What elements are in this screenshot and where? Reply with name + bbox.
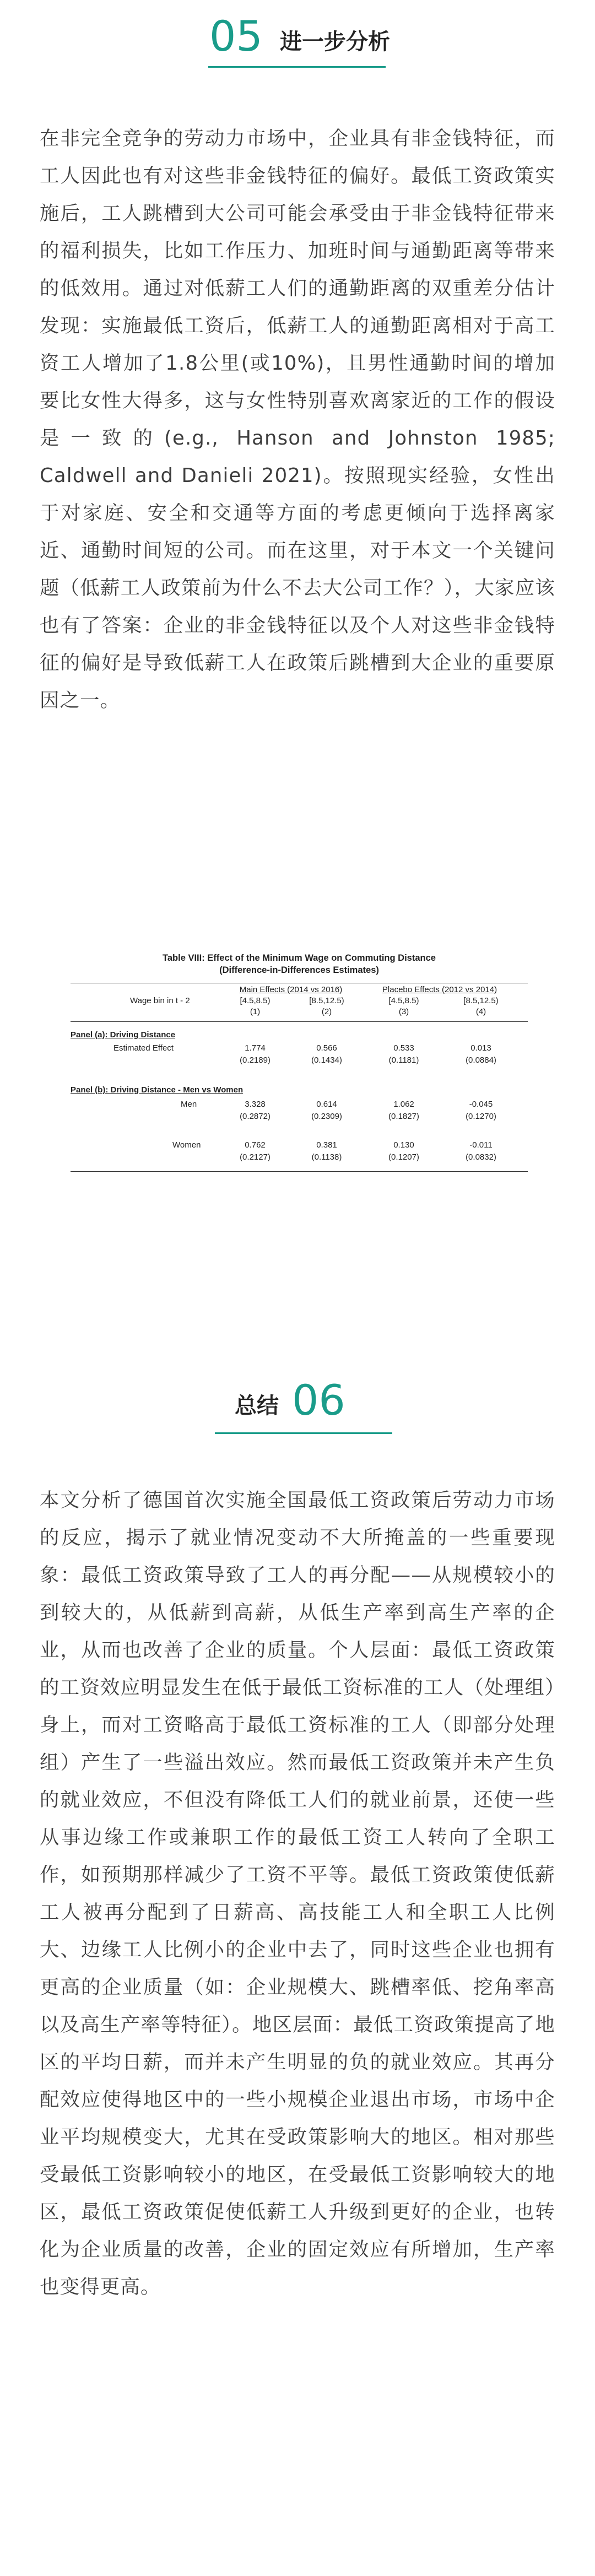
section-06-underline — [215, 1432, 392, 1434]
row-value: -0.011 — [469, 1140, 493, 1150]
section-05-header — [0, 11, 595, 61]
table-bottom-rule — [71, 1171, 528, 1172]
row-se: (0.1827) — [388, 1112, 419, 1121]
section-05-title: 进一步分析 — [280, 29, 390, 55]
section-05-underline — [208, 66, 386, 68]
row-value: 0.533 — [393, 1043, 414, 1053]
group-main-label: Main Effects (2014 vs 2016) — [239, 985, 343, 994]
row-se: (0.2309) — [311, 1112, 342, 1121]
row-se: (0.0832) — [466, 1152, 496, 1162]
row-se: (0.2127) — [240, 1152, 271, 1162]
table-subtitle: (Difference-in-Differences Estimates) — [219, 965, 379, 975]
col-bin-3: [4.5,8.5) — [388, 996, 419, 1005]
panel-a-label: Panel (a): Driving Distance — [71, 1030, 176, 1040]
col-bin-1: [4.5,8.5) — [240, 996, 271, 1005]
col-num-4: (4) — [475, 1007, 486, 1016]
col-num-3: (3) — [398, 1007, 409, 1016]
analysis-paragraph: 在非完全竞争的劳动力市场中，企业具有非金钱特征，而工人因此也有对这些非金钱特征的偏好。最低工资政策实施后，工人跳槽到大公司可能会承受由于非金钱特征带来的福利损失，比如工作压力、加班时间与通勤距离等带来的低效用。通过对低薪工人们的通勤距离的双重差分估计发现：实施最低工资后，低薪工人的通勤距离相对于高工资工人增加了1.8公里(或10%)，且男性通勤时间的增加要比女性大得多，这与女性特别喜欢离家近的工作的假设是一致的(e.g., Hanson and Johnston 1985; Caldwell and Danieli 2021)。按照现实经验，女性出于对家庭、安全和交通等方面的考虑更倾向于选择离家近、通勤时间短的公司。而在这里，对于本文一个关键问题（低薪工人政策前为什么不去大公司工作？），大家应该也有了答案：企业的非金钱特征以及个人对这些非金钱特征的偏好是导致低薪工人在政策后跳槽到大企业的重要原因之一。 — [40, 127, 555, 712]
table-header-rule — [71, 1021, 528, 1022]
row-se: (0.1270) — [466, 1112, 496, 1121]
row-label: Men — [181, 1100, 197, 1109]
row-se: (0.1138) — [311, 1152, 342, 1162]
row-label: Women — [172, 1140, 201, 1150]
row-value: 0.614 — [316, 1100, 337, 1109]
row-value: 0.130 — [393, 1140, 414, 1150]
regression-table — [71, 953, 528, 1256]
col-bin-2: [8.5,12.5) — [309, 996, 344, 1005]
row-value: 0.013 — [470, 1043, 491, 1053]
row-label: Estimated Effect — [113, 1043, 174, 1053]
col-num-2: (2) — [321, 1007, 332, 1016]
section-06-title: 总结 — [235, 1393, 279, 1419]
row-value: 1.062 — [393, 1100, 414, 1109]
wage-bin-label: Wage bin in t - 2 — [130, 996, 190, 1005]
panel-b-label: Panel (b): Driving Distance - Men vs Women — [71, 1085, 244, 1095]
row-value: 1.774 — [245, 1043, 266, 1053]
row-se: (0.1181) — [388, 1056, 419, 1065]
row-se: (0.1207) — [388, 1152, 419, 1162]
row-se: (0.2872) — [240, 1112, 271, 1121]
row-se: (0.2189) — [240, 1056, 271, 1065]
row-value: 0.381 — [316, 1140, 337, 1150]
row-se: (0.1434) — [311, 1056, 342, 1065]
section-05-number: 05 — [209, 12, 263, 61]
section-06-number: 06 — [292, 1376, 345, 1425]
col-num-1: (1) — [250, 1007, 261, 1016]
row-value: -0.045 — [469, 1100, 493, 1109]
row-value: 0.762 — [245, 1140, 266, 1150]
group-placebo-label: Placebo Effects (2012 vs 2014) — [382, 985, 497, 994]
table-title: Table VIII: Effect of the Minimum Wage on Commuting Distance — [163, 953, 436, 963]
section-06-header — [0, 1376, 595, 1426]
row-value: 0.566 — [316, 1043, 337, 1053]
row-value: 3.328 — [245, 1100, 266, 1109]
row-se: (0.0884) — [466, 1056, 496, 1065]
summary-paragraph: 本文分析了德国首次实施全国最低工资政策后劳动力市场的反应，揭示了就业情况变动不大所掩盖的一些重要现象：最低工资政策导致了工人的再分配——从规模较小的到较大的，从低薪到高薪，从低生产率到高生产率的企业，从而也改善了企业的质量。个人层面：最低工资政策的工资效应明显发生在低于最低工资标准的工人（处理组）身上，而对工资略高于最低工资标准的工人（即部分处理组）产生了一些溢出效应。然而最低工资政策并未产生负的就业效应，不但没有降低工人们的就业前景，还使一些从事边缘工作或兼职工作的最低工资工人转向了全职工作，如预期那样减少了工资不平等。最低工资政策使低薪工人被再分配到了日薪高、高技能工人和全职工人比例大、边缘工人比例小的企业中去了，同时这些企业也拥有更高的企业质量（如：企业规模大、跳槽率低、挖角率高以及高生产率等特征）。地区层面：最低工资政策提高了地区的平均日薪，而并未产生明显的负的就业效应。其再分配效应使得地区中的一些小规模企业退出市场，市场中企业平均规模变大，尤其在受政策影响大的地区。相对那些受最低工资影响较小的地区，在受最低工资影响较大的地区，最低工资政策促使低薪工人升级到更好的企业，也转化为企业质量的改善，企业的固定效应有所增加，生产率也变得更高。 — [40, 1489, 555, 2298]
col-bin-4: [8.5,12.5) — [463, 996, 499, 1005]
